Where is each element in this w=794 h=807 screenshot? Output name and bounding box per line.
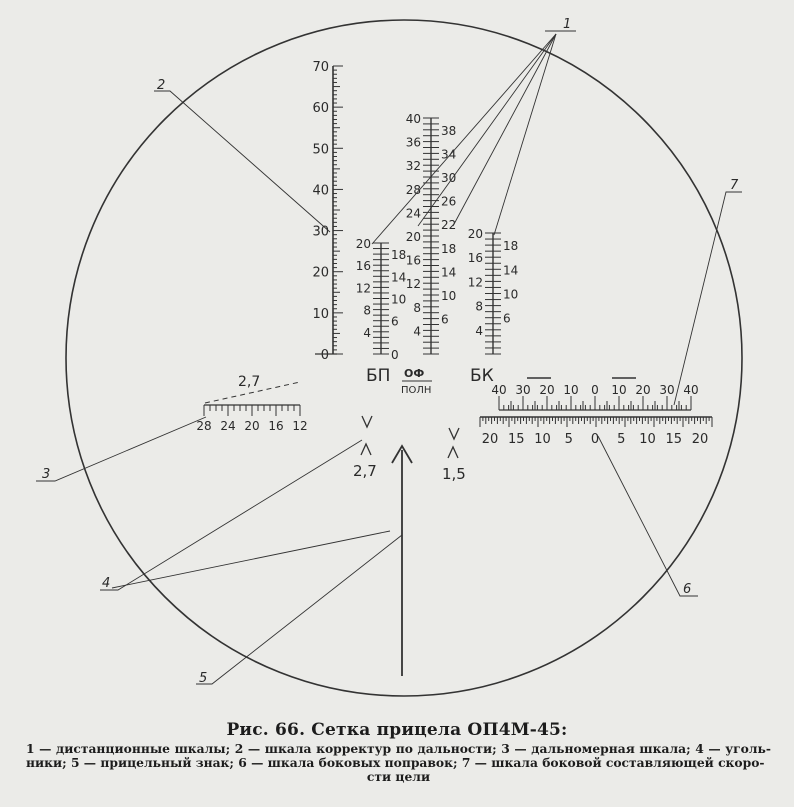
of-scale-label-left: 40 bbox=[405, 112, 421, 126]
of-scale-label-left: 28 bbox=[405, 182, 421, 197]
lateral-label: 5 bbox=[564, 432, 573, 447]
of-scale-label-left: 20 bbox=[405, 230, 421, 244]
range-correction-scale bbox=[312, 60, 343, 363]
angle-mark-left-caret bbox=[361, 444, 371, 455]
of-scale-label-left: 4 bbox=[413, 324, 421, 339]
of-scale-label-left: 12 bbox=[405, 277, 421, 292]
bp-scale-label-left: 8 bbox=[363, 303, 371, 318]
target-speed-label: 0 bbox=[591, 383, 599, 397]
range-correction-label: 0 bbox=[320, 348, 329, 363]
target-speed-label: 10 bbox=[563, 383, 579, 397]
bp-scale-label-left: 12 bbox=[355, 281, 371, 296]
rangefinder-label: 24 bbox=[220, 419, 236, 433]
of-scale-label-left: 16 bbox=[405, 253, 421, 268]
aiming-mark bbox=[392, 446, 412, 676]
range-correction-label: 10 bbox=[312, 306, 329, 322]
legend-line-1: 1 — дистанционные шкалы; 2 — шкала корректур по дальности; 3 — дальномерная шкала; 4 — уголь- bbox=[26, 741, 771, 756]
bp-scale-label-right: 6 bbox=[391, 314, 399, 329]
target-speed-label: 10 bbox=[611, 383, 627, 397]
callout-5: 5 bbox=[199, 671, 208, 686]
target-speed-label: 40 bbox=[683, 383, 699, 397]
angle-right-value: 1,5 bbox=[442, 465, 466, 483]
callout-2: 2 bbox=[157, 78, 166, 93]
of-scale-label-right: 10 bbox=[441, 289, 457, 303]
of-scale-label-left: 8 bbox=[413, 300, 421, 315]
of-scale-label-left: 32 bbox=[405, 159, 421, 174]
lateral-label: 10 bbox=[534, 432, 551, 447]
range-correction-label: 70 bbox=[312, 60, 329, 75]
range-correction-label: 60 bbox=[312, 101, 329, 117]
bk-scale-label-left: 16 bbox=[467, 251, 483, 266]
bk-scale-label-right: 18 bbox=[503, 239, 519, 254]
bp-scale-label-right: 0 bbox=[391, 348, 399, 362]
bp-scale-label-left: 16 bbox=[355, 259, 371, 274]
of-scale-label-right: 38 bbox=[441, 123, 457, 138]
lateral-label: 10 bbox=[639, 432, 656, 447]
rangefinder-value: 2,7 bbox=[238, 374, 261, 390]
range-correction-label: 20 bbox=[312, 265, 329, 281]
lateral-label: 0 bbox=[590, 432, 600, 447]
bk-scale-label-right: 10 bbox=[503, 287, 519, 302]
angle-mark-left-v bbox=[362, 416, 372, 427]
legend-line-2: ники; 5 — прицельный знак; 6 — шкала боковых поправок; 7 — шкала боковой составляющей скоро- bbox=[26, 755, 765, 770]
lateral-label: 15 bbox=[507, 432, 525, 447]
label-poln: ПОЛН bbox=[401, 385, 432, 396]
bk-scale-label-left: 4 bbox=[475, 323, 483, 338]
of-scale-label-right: 18 bbox=[441, 241, 457, 256]
range-correction-label: 50 bbox=[312, 142, 329, 158]
target-speed-label: 30 bbox=[659, 383, 675, 397]
target-speed-label: 40 bbox=[491, 383, 507, 397]
lateral-label: 20 bbox=[691, 432, 709, 447]
target-speed-label: 20 bbox=[539, 383, 555, 397]
lateral-label: 15 bbox=[665, 432, 683, 447]
of-scale-label-left: 24 bbox=[405, 206, 421, 221]
target-speed-scale bbox=[491, 378, 698, 410]
lateral-correction-scale bbox=[480, 417, 712, 447]
of-scale-label-left: 36 bbox=[405, 135, 421, 150]
of-scale-label-right: 14 bbox=[441, 265, 457, 280]
callout-6: 6 bbox=[683, 582, 692, 597]
bp-scale-label-left: 20 bbox=[355, 237, 371, 251]
bp-scale-label-right: 14 bbox=[391, 270, 407, 285]
callout-3: 3 bbox=[42, 467, 51, 482]
label-bk: БК bbox=[470, 366, 494, 386]
of-scale-label-right: 22 bbox=[441, 218, 457, 233]
rangefinder-label: 20 bbox=[244, 419, 260, 433]
bk-scale-label-left: 20 bbox=[467, 227, 483, 241]
lateral-label: 20 bbox=[481, 432, 499, 447]
callout-4: 4 bbox=[102, 576, 111, 591]
label-of: ОФ bbox=[404, 367, 425, 380]
bk-scale-label-left: 12 bbox=[467, 275, 483, 290]
lateral-label: 5 bbox=[617, 432, 626, 447]
angle-mark-right-v bbox=[449, 428, 459, 439]
callout-7: 7 bbox=[730, 178, 739, 193]
target-speed-label: 30 bbox=[515, 383, 531, 397]
of-scale-label-right: 6 bbox=[441, 312, 449, 327]
bk-scale-label-right: 14 bbox=[503, 263, 519, 278]
of-scale-label-right: 26 bbox=[441, 194, 457, 209]
bk-scale-label-left: 8 bbox=[475, 299, 483, 314]
rangefinder-label: 16 bbox=[268, 419, 284, 433]
target-speed-label: 20 bbox=[635, 383, 651, 397]
angle-left-value: 2,7 bbox=[353, 462, 377, 480]
legend-line-3: сти цели bbox=[366, 769, 431, 784]
rangefinder-label: 12 bbox=[292, 419, 308, 433]
of-scale-label-right: 34 bbox=[441, 147, 457, 162]
label-bp: БП bbox=[366, 366, 391, 386]
bp-scale-label-right: 18 bbox=[391, 248, 407, 263]
angle-mark-right-caret bbox=[448, 447, 458, 458]
figure-caption bbox=[0, 720, 794, 784]
callout-leaders bbox=[36, 31, 742, 684]
rangefinder-label: 28 bbox=[196, 419, 212, 433]
range-correction-label: 40 bbox=[312, 183, 329, 199]
angle-marks bbox=[361, 416, 459, 458]
figure-legend bbox=[26, 742, 771, 784]
range-correction-label: 30 bbox=[312, 224, 329, 240]
bk-scale-label-right: 6 bbox=[503, 311, 511, 326]
callout-1: 1 bbox=[563, 17, 572, 32]
sight-field-circle bbox=[66, 20, 742, 696]
bp-scale-label-left: 4 bbox=[363, 325, 371, 340]
of-scale-label-right: 30 bbox=[441, 171, 457, 185]
bp-scale-label-right: 10 bbox=[391, 292, 407, 307]
rangefinder-scale bbox=[196, 405, 307, 433]
figure-title: Рис. 66. Сетка прицела ОП4М-45: bbox=[226, 720, 568, 740]
